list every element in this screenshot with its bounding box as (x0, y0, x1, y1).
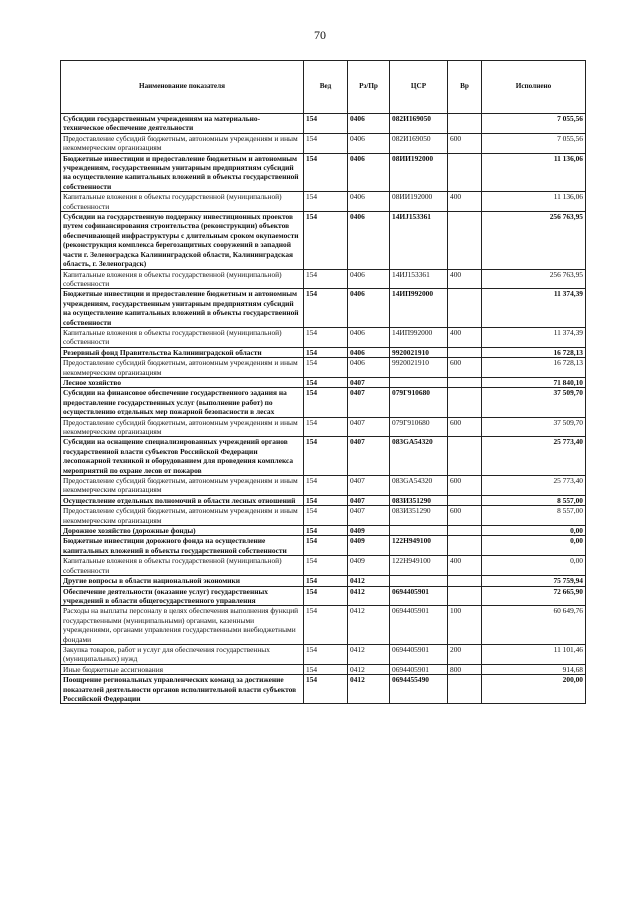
cell-ved: 154 (304, 664, 348, 674)
cell-vr (448, 495, 482, 505)
cell-amount: 8 557,00 (482, 506, 586, 526)
cell-ved: 154 (304, 586, 348, 606)
cell-ved: 154 (304, 133, 348, 153)
cell-rz: 0406 (348, 114, 390, 134)
cell-ved: 154 (304, 212, 348, 269)
cell-csr: 14ИП992000 (390, 289, 448, 328)
cell-vr (448, 675, 482, 704)
cell-vr (448, 347, 482, 357)
cell-vr: 400 (448, 327, 482, 347)
cell-amount: 200,00 (482, 675, 586, 704)
cell-csr: 122Н949100 (390, 556, 448, 576)
table-row (61, 133, 586, 153)
cell-vr (448, 526, 482, 536)
cell-amount: 71 840,10 (482, 377, 586, 387)
cell-csr: 083И351290 (390, 495, 448, 505)
cell-rz: 0407 (348, 417, 390, 437)
cell-vr: 400 (448, 556, 482, 576)
cell-ved: 154 (304, 556, 348, 576)
cell-csr: 079Г910680 (390, 417, 448, 437)
cell-ved: 154 (304, 114, 348, 134)
cell-name: Предоставление субсидий бюджетным, автономным учреждениям и иным некоммерческим организациям (61, 417, 304, 437)
cell-rz: 0412 (348, 606, 390, 645)
table-row (61, 664, 586, 674)
header-rz: Рз/Пр (348, 61, 390, 114)
cell-amount: 8 557,00 (482, 495, 586, 505)
cell-ved: 154 (304, 192, 348, 212)
cell-amount: 7 055,56 (482, 133, 586, 153)
cell-csr: 08ИИ192000 (390, 192, 448, 212)
cell-name: Расходы на выплаты персоналу в целях обеспечения выполнения функций государственными (муниципальными) органами, казенными учреждениями, органами управления государственными внебюджетными фондами (61, 606, 304, 645)
cell-vr (448, 114, 482, 134)
cell-csr: 082И169050 (390, 133, 448, 153)
cell-rz: 0412 (348, 644, 390, 664)
cell-vr (448, 388, 482, 417)
cell-name: Капитальные вложения в объекты государственной (муниципальной) собственности (61, 327, 304, 347)
cell-vr (448, 437, 482, 476)
cell-rz: 0406 (348, 133, 390, 153)
cell-name: Дорожное хозяйство (дорожные фонды) (61, 526, 304, 536)
cell-csr: 0694405901 (390, 586, 448, 606)
cell-vr (448, 576, 482, 586)
cell-csr: 0694455490 (390, 675, 448, 704)
budget-table (60, 60, 586, 704)
cell-vr: 600 (448, 358, 482, 378)
cell-rz: 0406 (348, 153, 390, 192)
cell-csr (390, 526, 448, 536)
cell-rz: 0406 (348, 358, 390, 378)
cell-rz: 0407 (348, 388, 390, 417)
header-csr: ЦСР (390, 61, 448, 114)
cell-ved: 154 (304, 289, 348, 328)
cell-ved: 154 (304, 327, 348, 347)
cell-name: Бюджетные инвестиции и предоставление бюджетным и автономным учреждениям, государственным унитарным предприятиям субсидий на осуществление капитальных вложений в объекты государственной собственности (61, 153, 304, 192)
cell-vr (448, 212, 482, 269)
cell-name: Субсидии на оснащение специализированных учреждений органов государственной власти субъектов Российской Федерации лесопожарной техникой и оборудованием для проведения комплекса мероприятий по охране лесов от пожаров (61, 437, 304, 476)
cell-csr: 083GA54320 (390, 476, 448, 496)
cell-vr (448, 289, 482, 328)
cell-csr: 9920021910 (390, 347, 448, 357)
cell-csr (390, 377, 448, 387)
cell-ved: 154 (304, 269, 348, 289)
cell-rz: 0407 (348, 506, 390, 526)
cell-name: Бюджетные инвестиции дорожного фонда на осуществление капитальных вложений в объекты государственной собственности (61, 536, 304, 556)
table-row (61, 675, 586, 704)
table-row (61, 644, 586, 664)
cell-ved: 154 (304, 675, 348, 704)
cell-vr: 600 (448, 506, 482, 526)
table-row (61, 388, 586, 417)
cell-amount: 0,00 (482, 556, 586, 576)
cell-ved: 154 (304, 644, 348, 664)
cell-ved: 154 (304, 506, 348, 526)
cell-amount: 11 136,06 (482, 192, 586, 212)
cell-rz: 0407 (348, 437, 390, 476)
table-header-row (61, 61, 586, 114)
table-row (61, 192, 586, 212)
table-row (61, 358, 586, 378)
cell-csr: 08ИИ192000 (390, 153, 448, 192)
cell-csr: 14ИJ153361 (390, 269, 448, 289)
cell-csr: 0694405901 (390, 664, 448, 674)
cell-amount: 0,00 (482, 526, 586, 536)
cell-ved: 154 (304, 358, 348, 378)
cell-vr: 200 (448, 644, 482, 664)
cell-csr: 14ИJ153361 (390, 212, 448, 269)
cell-amount: 11 374,39 (482, 289, 586, 328)
cell-name: Поощрение региональных управленческих команд за достижение показателей деятельности органов исполнительной власти субъектов Российской Федерации (61, 675, 304, 704)
cell-csr: 083И351290 (390, 506, 448, 526)
cell-csr: 122Н949100 (390, 536, 448, 556)
table-row (61, 153, 586, 192)
cell-ved: 154 (304, 606, 348, 645)
table-row (61, 506, 586, 526)
header-vr: Вр (448, 61, 482, 114)
cell-rz: 0406 (348, 289, 390, 328)
cell-name: Иные бюджетные ассигнования (61, 664, 304, 674)
cell-rz: 0412 (348, 675, 390, 704)
cell-amount: 25 773,40 (482, 437, 586, 476)
cell-vr (448, 536, 482, 556)
cell-name: Лесное хозяйство (61, 377, 304, 387)
cell-ved: 154 (304, 347, 348, 357)
table-row (61, 347, 586, 357)
cell-vr: 600 (448, 417, 482, 437)
cell-ved: 154 (304, 495, 348, 505)
cell-ved: 154 (304, 536, 348, 556)
cell-ved: 154 (304, 476, 348, 496)
cell-amount: 11 101,46 (482, 644, 586, 664)
cell-ved: 154 (304, 576, 348, 586)
cell-csr: 9920021910 (390, 358, 448, 378)
cell-amount: 0,00 (482, 536, 586, 556)
cell-vr (448, 153, 482, 192)
cell-name: Резервный фонд Правительства Калининградской области (61, 347, 304, 357)
cell-amount: 7 055,56 (482, 114, 586, 134)
cell-ved: 154 (304, 526, 348, 536)
cell-amount: 16 728,13 (482, 347, 586, 357)
cell-ved: 154 (304, 437, 348, 476)
cell-rz: 0406 (348, 192, 390, 212)
table-row (61, 437, 586, 476)
cell-name: Субсидии на государственную поддержку инвестиционных проектов путем софинансирования строительства (реконструкции) объектов обеспечивающей инфраструктуры с длительным сроком окупаемости (реконструкция комплекса берегозащитных сооружений в западной части г. Зеленоградска Калининградской области, Калининградская область, г. Зеленоградск) (61, 212, 304, 269)
cell-amount: 256 763,95 (482, 212, 586, 269)
cell-ved: 154 (304, 417, 348, 437)
cell-rz: 0412 (348, 576, 390, 586)
table-row (61, 327, 586, 347)
table-row (61, 495, 586, 505)
cell-name: Предоставление субсидий бюджетным, автономным учреждениям и иным некоммерческим организациям (61, 476, 304, 496)
cell-amount: 72 665,90 (482, 586, 586, 606)
cell-rz: 0406 (348, 327, 390, 347)
cell-vr (448, 586, 482, 606)
cell-amount: 11 136,06 (482, 153, 586, 192)
cell-name: Другие вопросы в области национальной экономики (61, 576, 304, 586)
cell-name: Предоставление субсидий бюджетным, автономным учреждениям и иным некоммерческим организациям (61, 506, 304, 526)
cell-vr: 800 (448, 664, 482, 674)
table-row (61, 536, 586, 556)
cell-csr: 14ИП992000 (390, 327, 448, 347)
table-row (61, 576, 586, 586)
cell-amount: 16 728,13 (482, 358, 586, 378)
cell-name: Закупка товаров, работ и услуг для обеспечения государственных (муниципальных) нужд (61, 644, 304, 664)
cell-rz: 0406 (348, 212, 390, 269)
cell-ved: 154 (304, 388, 348, 417)
cell-name: Предоставление субсидий бюджетным, автономным учреждениям и иным некоммерческим организациям (61, 133, 304, 153)
cell-amount: 25 773,40 (482, 476, 586, 496)
table-row (61, 114, 586, 134)
cell-csr: 079Г910680 (390, 388, 448, 417)
cell-vr (448, 377, 482, 387)
cell-csr (390, 576, 448, 586)
cell-rz: 0412 (348, 664, 390, 674)
table-row (61, 289, 586, 328)
cell-rz: 0407 (348, 476, 390, 496)
cell-vr: 400 (448, 192, 482, 212)
cell-vr: 400 (448, 269, 482, 289)
cell-rz: 0407 (348, 377, 390, 387)
header-amount: Исполнено (482, 61, 586, 114)
header-name: Наименование показателя (61, 61, 304, 114)
cell-rz: 0409 (348, 536, 390, 556)
table-row (61, 606, 586, 645)
cell-amount: 60 649,76 (482, 606, 586, 645)
cell-ved: 154 (304, 153, 348, 192)
cell-name: Осуществление отдельных полномочий в области лесных отношений (61, 495, 304, 505)
cell-ved: 154 (304, 377, 348, 387)
table-row (61, 269, 586, 289)
cell-name: Субсидии государственным учреждениям на материально-техническое обеспечение деятельности (61, 114, 304, 134)
table-row (61, 476, 586, 496)
table-row (61, 526, 586, 536)
cell-name: Капитальные вложения в объекты государственной (муниципальной) собственности (61, 269, 304, 289)
cell-csr: 082И169050 (390, 114, 448, 134)
cell-name: Предоставление субсидий бюджетным, автономным учреждениям и иным некоммерческим организациям (61, 358, 304, 378)
cell-name: Капитальные вложения в объекты государственной (муниципальной) собственности (61, 192, 304, 212)
cell-amount: 37 509,70 (482, 417, 586, 437)
page-number: 70 (314, 28, 326, 42)
cell-vr: 600 (448, 476, 482, 496)
cell-amount: 37 509,70 (482, 388, 586, 417)
cell-rz: 0407 (348, 495, 390, 505)
cell-vr: 600 (448, 133, 482, 153)
cell-rz: 0406 (348, 347, 390, 357)
header-ved: Вед (304, 61, 348, 114)
cell-name: Бюджетные инвестиции и предоставление бюджетным и автономным учреждениям, государственным унитарным предприятиям субсидий на осуществление капитальных вложений в объекты государственной собственности (61, 289, 304, 328)
cell-rz: 0409 (348, 556, 390, 576)
cell-csr: 0694405901 (390, 606, 448, 645)
table-row (61, 586, 586, 606)
cell-rz: 0412 (348, 586, 390, 606)
table-body (61, 114, 586, 704)
table-row (61, 377, 586, 387)
cell-rz: 0406 (348, 269, 390, 289)
cell-vr: 100 (448, 606, 482, 645)
table-row (61, 212, 586, 269)
table-row (61, 417, 586, 437)
cell-amount: 11 374,39 (482, 327, 586, 347)
cell-name: Субсидии на финансовое обеспечение государственного задания на предоставление государственных услуг (выполнение работ) по осуществлению отдельных мер пожарной безопасности в лесах (61, 388, 304, 417)
cell-rz: 0409 (348, 526, 390, 536)
cell-amount: 914,68 (482, 664, 586, 674)
table-row (61, 556, 586, 576)
cell-name: Обеспечение деятельности (оказание услуг) государственных учреждений в области общегосударственного управления (61, 586, 304, 606)
cell-amount: 256 763,95 (482, 269, 586, 289)
cell-csr: 083GA54320 (390, 437, 448, 476)
cell-amount: 75 759,94 (482, 576, 586, 586)
cell-name: Капитальные вложения в объекты государственной (муниципальной) собственности (61, 556, 304, 576)
cell-csr: 0694405901 (390, 644, 448, 664)
